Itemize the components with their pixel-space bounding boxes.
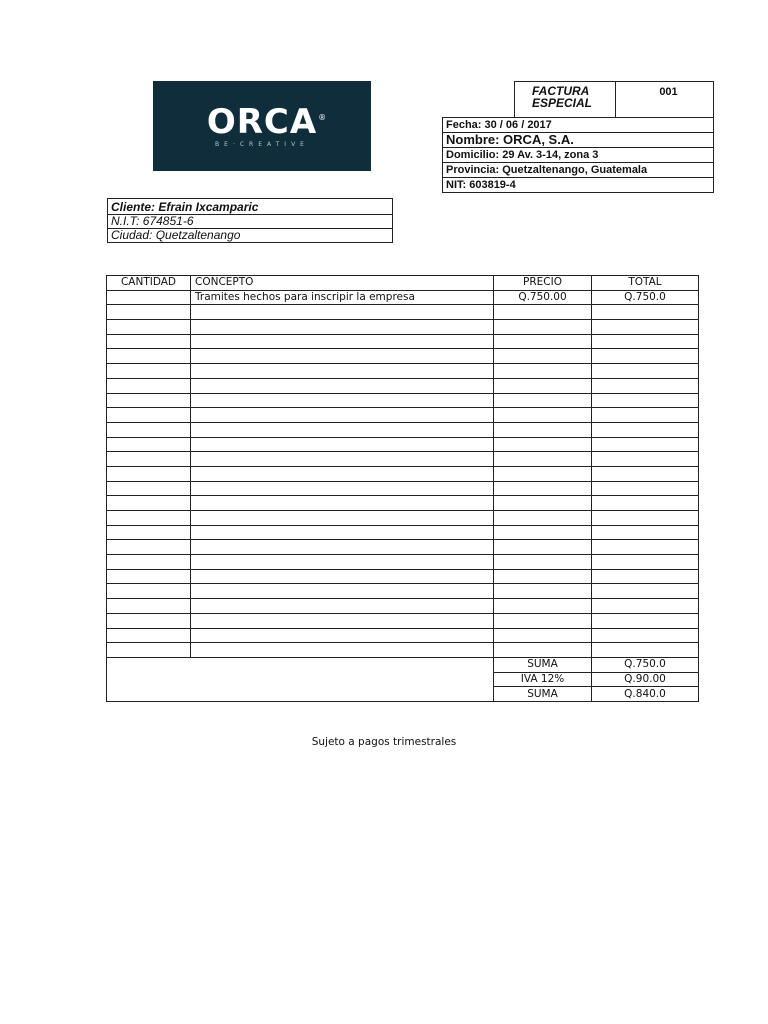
table-cell	[191, 584, 494, 599]
table-cell	[592, 422, 699, 437]
table-row	[107, 525, 699, 540]
table-cell	[592, 569, 699, 584]
table-cell	[494, 628, 592, 643]
table-cell	[592, 437, 699, 452]
client-name: Cliente: Efrain Ixcamparic	[107, 198, 393, 215]
table-row	[107, 613, 699, 628]
issuer-province: Provincia: Quetzaltenango, Guatemala	[442, 163, 714, 178]
table-cell	[107, 349, 191, 364]
table-cell	[191, 525, 494, 540]
table-cell: Q.750.00	[494, 290, 592, 305]
table-cell	[191, 496, 494, 511]
table-row	[107, 555, 699, 570]
table-row	[107, 393, 699, 408]
table-cell	[191, 569, 494, 584]
table-cell	[592, 628, 699, 643]
table-cell: Q.750.0	[592, 290, 699, 305]
table-cell	[494, 452, 592, 467]
table-cell	[107, 452, 191, 467]
table-cell	[592, 378, 699, 393]
table-cell	[494, 466, 592, 481]
table-row	[107, 378, 699, 393]
table-cell	[494, 422, 592, 437]
table-cell	[592, 334, 699, 349]
table-cell	[592, 452, 699, 467]
table-cell	[592, 540, 699, 555]
client-city: Ciudad: Quetzaltenango	[107, 229, 393, 243]
table-cell	[494, 613, 592, 628]
table-row	[107, 628, 699, 643]
table-cell	[494, 320, 592, 335]
table-cell	[107, 481, 191, 496]
table-cell	[107, 437, 191, 452]
table-cell	[107, 613, 191, 628]
table-cell	[494, 511, 592, 526]
table-cell	[592, 393, 699, 408]
table-row	[107, 569, 699, 584]
totals-value: Q.750.0	[592, 657, 699, 672]
table-cell	[592, 364, 699, 379]
logo-tagline: BE·CREATIVE	[215, 140, 309, 148]
table-row	[107, 481, 699, 496]
client-nit: N.I.T: 674851-6	[107, 215, 393, 229]
table-cell	[592, 349, 699, 364]
table-cell	[592, 466, 699, 481]
column-header: TOTAL	[592, 276, 699, 291]
table-cell: Tramites hechos para inscripir la empresa	[191, 290, 494, 305]
footer-note: Sujeto a pagos trimestrales	[311, 736, 457, 748]
table-cell	[191, 378, 494, 393]
table-cell	[191, 422, 494, 437]
table-cell	[191, 305, 494, 320]
table-row	[107, 290, 699, 305]
table-row	[107, 320, 699, 335]
table-row	[107, 349, 699, 364]
table-cell	[191, 393, 494, 408]
table-cell	[494, 584, 592, 599]
table-header-row	[107, 276, 699, 291]
invoice-title: FACTURA ESPECIAL	[515, 82, 616, 117]
table-cell	[107, 466, 191, 481]
table-row	[107, 305, 699, 320]
table-cell	[191, 437, 494, 452]
table-cell	[494, 599, 592, 614]
table-cell	[191, 599, 494, 614]
table-row	[107, 584, 699, 599]
table-row	[107, 364, 699, 379]
table-cell	[494, 305, 592, 320]
table-row	[107, 466, 699, 481]
table-cell	[191, 364, 494, 379]
table-cell	[592, 481, 699, 496]
table-cell	[191, 628, 494, 643]
table-cell	[494, 437, 592, 452]
table-cell	[191, 481, 494, 496]
table-row	[107, 437, 699, 452]
table-cell	[494, 364, 592, 379]
table-cell	[191, 511, 494, 526]
table-row	[107, 643, 699, 658]
table-row	[107, 334, 699, 349]
table-row	[107, 408, 699, 423]
table-cell	[191, 452, 494, 467]
table-cell	[107, 628, 191, 643]
table-cell	[107, 320, 191, 335]
table-cell	[494, 496, 592, 511]
totals-value: Q.90.00	[592, 672, 699, 687]
issue-date: Fecha: 30 / 06 / 2017	[442, 117, 714, 133]
table-cell	[494, 349, 592, 364]
table-cell	[494, 408, 592, 423]
table-row	[107, 540, 699, 555]
items-table	[106, 275, 699, 702]
table-cell	[494, 334, 592, 349]
table-cell	[592, 511, 699, 526]
totals-label: SUMA	[494, 657, 592, 672]
client-info	[107, 198, 393, 243]
table-cell	[191, 613, 494, 628]
table-cell	[494, 393, 592, 408]
table-row	[107, 511, 699, 526]
table-row	[107, 452, 699, 467]
table-row	[107, 496, 699, 511]
table-cell	[592, 305, 699, 320]
invoice-number: 001	[659, 86, 678, 98]
table-cell	[107, 599, 191, 614]
totals-spacer	[107, 657, 494, 701]
table-cell	[494, 540, 592, 555]
table-cell	[494, 643, 592, 658]
table-cell	[107, 422, 191, 437]
table-cell	[107, 496, 191, 511]
table-cell	[107, 364, 191, 379]
table-cell	[592, 599, 699, 614]
table-row	[107, 599, 699, 614]
totals-value: Q.840.0	[592, 687, 699, 702]
table-cell	[494, 378, 592, 393]
table-cell	[592, 320, 699, 335]
table-cell	[494, 569, 592, 584]
table-cell	[107, 540, 191, 555]
table-cell	[592, 408, 699, 423]
column-header: CANTIDAD	[107, 276, 191, 291]
issuer-nit: NIT: 603819-4	[442, 178, 714, 193]
issuer-address: Domicilio: 29 Av. 3-14, zona 3	[442, 148, 714, 163]
table-cell	[191, 555, 494, 570]
table-cell	[191, 540, 494, 555]
table-cell	[592, 555, 699, 570]
table-cell	[107, 555, 191, 570]
table-cell	[107, 584, 191, 599]
table-cell	[107, 408, 191, 423]
table-cell	[592, 584, 699, 599]
table-cell	[191, 643, 494, 658]
table-cell	[191, 320, 494, 335]
table-cell	[592, 613, 699, 628]
table-cell	[494, 481, 592, 496]
table-cell	[191, 466, 494, 481]
column-header: CONCEPTO	[191, 276, 494, 291]
invoice-header-box	[514, 81, 714, 118]
totals-label: SUMA	[494, 687, 592, 702]
table-cell	[107, 378, 191, 393]
table-cell	[107, 334, 191, 349]
table-cell	[494, 525, 592, 540]
table-cell	[107, 643, 191, 658]
table-row	[107, 422, 699, 437]
totals-label: IVA 12%	[494, 672, 592, 687]
table-cell	[191, 408, 494, 423]
table-cell	[592, 496, 699, 511]
table-cell	[107, 511, 191, 526]
column-header: PRECIO	[494, 276, 592, 291]
issuer-info	[442, 117, 714, 193]
table-cell	[191, 334, 494, 349]
table-cell	[107, 569, 191, 584]
company-logo	[153, 81, 371, 171]
table-cell	[592, 643, 699, 658]
table-cell	[592, 525, 699, 540]
table-cell	[107, 393, 191, 408]
table-cell	[191, 349, 494, 364]
logo-wordmark: ORCA ®	[206, 101, 328, 142]
table-cell	[107, 305, 191, 320]
table-cell	[494, 555, 592, 570]
totals-row	[107, 657, 699, 672]
issuer-name: Nombre: ORCA, S.A.	[442, 133, 714, 148]
table-cell	[107, 525, 191, 540]
table-cell	[107, 290, 191, 305]
